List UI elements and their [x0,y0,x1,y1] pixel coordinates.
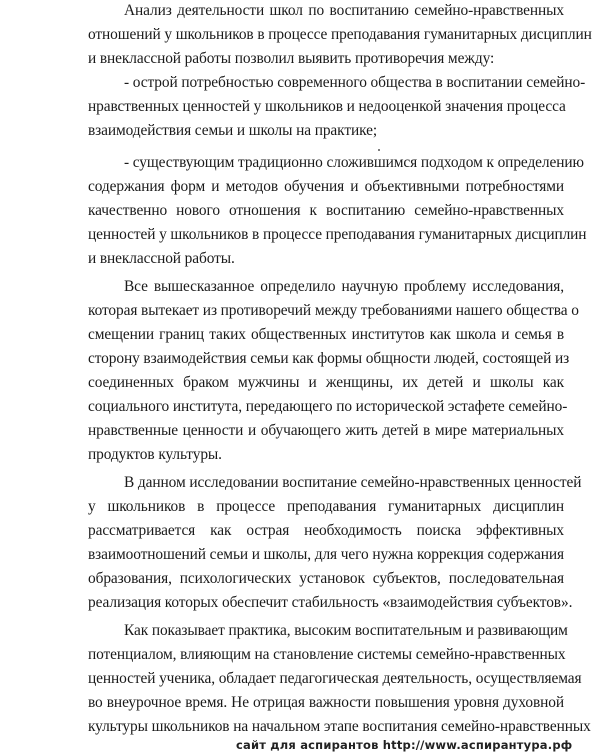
text-line: - существующим традиционно сложившимся подходом к определению [124,154,584,171]
text-line: Анализ деятельности школ по воспитанию семейно-нравственных [124,2,564,19]
text-line: культуры школьников на начальном этапе воспитания семейно-нравственных [88,718,591,735]
text-line: потенциалом, влияющим на становление системы семейно-нравственных [88,646,566,663]
text-line: образования, психологических установок субъектов, последовательная [88,570,564,587]
text-line: ценностей ученика, обладает педагогическая деятельность, осуществляемая [88,670,582,687]
text-line: нравственных ценностей у школьников и недооценкой значения процесса [88,98,566,115]
text-line: сторону взаимодействия семьи как формы общности людей, состоящей из [88,350,570,367]
text-line: во внеурочное время. Не отрицая важности повышения уровня духовной [88,694,564,711]
text-line: взаимодействия семьи и школы на практике; [88,122,377,139]
text-line: и внеклассной работы позволил выявить противоречия между: [88,50,495,67]
text-line: у школьников в процессе преподавания гуманитарных дисциплин [88,498,564,515]
text-line: нравственные ценности и обучающего жить детей в мире материальных [88,422,564,439]
text-line: В данном исследовании воспитание семейно-нравственных ценностей [124,474,582,491]
text-line: Как показывает практика, высоким воспитательным и развивающим [124,622,568,639]
site-footer: сайт для аспирантов http://www.аспирантура.рф [236,738,573,752]
text-line: социального института, передающего по исторической эстафете семейно- [88,398,568,415]
text-line: смещении границ таких общественных институтов как школа и семья в [88,326,564,343]
text-line: продуктов культуры. [88,446,222,463]
text-line: содержания форм и методов обучения и объективными потребностями [88,178,564,195]
text-line: и внеклассной работы. [88,250,235,267]
scan-speck [378,149,380,151]
text-line: которая вытекает из противоречий между требованиями нашего общества о [88,302,579,319]
text-line: Все вышесказанное определило научную проблему исследования, [124,278,564,295]
text-line: качественно нового отношения к воспитанию семейно-нравственных [88,202,564,219]
text-line: - острой потребностью современного общества в воспитании семейно- [124,74,586,91]
text-line: рассматривается как острая необходимость поиска эффективных [88,522,564,539]
text-line: взаимоотношений семьи и школы, для чего нужна коррекция содержания [88,546,564,563]
text-line: ценностей у школьников в процессе преподавания гуманитарных дисциплин [88,226,587,243]
text-line: реализация которых обеспечит стабильность «взаимодействия субъектов». [88,594,573,611]
text-line: соединенных браком мужчины и женщины, их детей и школы как [88,374,564,391]
text-line: отношений у школьников в процессе преподавания гуманитарных дисциплин [88,26,592,43]
